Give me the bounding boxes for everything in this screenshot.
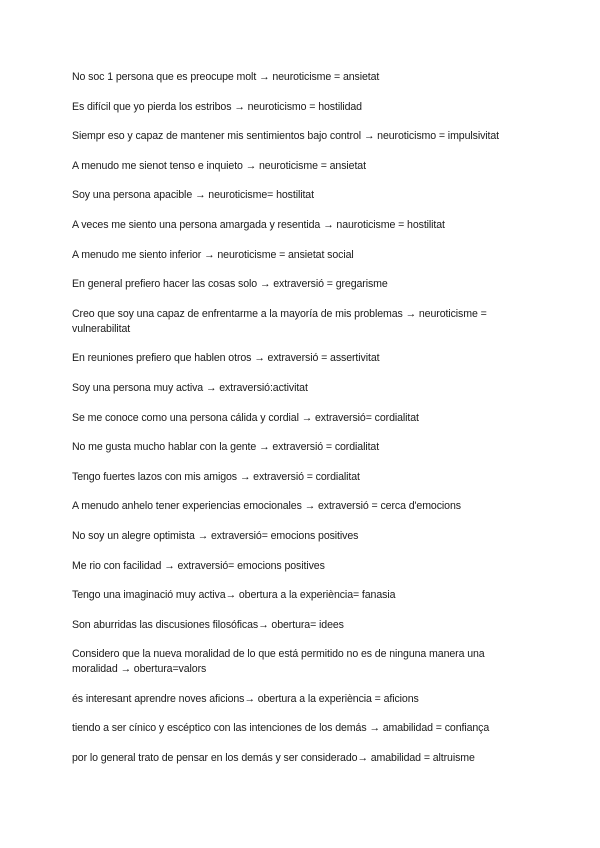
- text-lines: [72, 70, 532, 766]
- text-line: No soc 1 persona que es preocupe molt → neuroticisme = ansietat: [72, 71, 380, 83]
- text-line: Creo que soy una capaz de enfrentarme a la mayoría de mis problemas → neuroticisme = vulnerabilitat: [72, 307, 487, 335]
- text-line: tiendo a ser cínico y escéptico con las intenciones de los demás → amabilidad = confiança: [72, 722, 490, 735]
- text-line: En reuniones prefiero que hablen otros → extraversió = assertivitat: [72, 352, 380, 365]
- text-line: No soy un alegre optimista → extraversió= emocions positives: [72, 529, 359, 542]
- text-line: és interesant aprendre noves aficions→ obertura a la experiència = aficions: [72, 692, 419, 705]
- text-line: Tengo fuertes lazos con mis amigos → extraversió = cordialitat: [72, 470, 360, 483]
- text-line: Son aburridas las discusiones filosóficas→ obertura= idees: [72, 618, 344, 631]
- text-line: Siempr eso y capaz de mantener mis sentimientos bajo control → neuroticismo = impulsivitat: [72, 130, 500, 143]
- text-line: Tengo una imaginació muy activa→ obertura a la experiència= fanasia: [72, 589, 396, 602]
- text-line: A menudo anhelo tener experiencias emocionales → extraversió = cerca d'emocions: [72, 500, 461, 513]
- text-line: Considero que la nueva moralidad de lo que está permitido no es de ninguna manera una moralidad → obertura=valors: [72, 648, 485, 676]
- text-line: Me rio con facilidad → extraversió= emocions positives: [72, 559, 325, 572]
- text-line: Soy una persona apacible → neuroticisme= hostilitat: [72, 189, 314, 202]
- text-line: A menudo me sienot tenso e inquieto → neuroticisme = ansietat: [72, 159, 366, 172]
- text-line: No me gusta mucho hablar con la gente → extraversió = cordialitat: [72, 441, 380, 454]
- text-line: Se me conoce como una persona cálida y cordial → extraversió= cordialitat: [72, 411, 419, 424]
- text-line: Soy una persona muy activa → extraversió:activitat: [72, 381, 308, 394]
- text-line: En general prefiero hacer las cosas solo → extraversió = gregarisme: [72, 278, 388, 291]
- text-line: Es difícil que yo pierda los estribos → neuroticismo = hostilidad: [72, 100, 362, 113]
- text-line: por lo general trato de pensar en los demás y ser considerado→ amabilidad = altruisme: [72, 752, 475, 765]
- text-line: A veces me siento una persona amargada y resentida → nauroticisme = hostilitat: [72, 218, 445, 231]
- text-line: A menudo me siento inferior → neuroticisme = ansietat social: [72, 248, 354, 261]
